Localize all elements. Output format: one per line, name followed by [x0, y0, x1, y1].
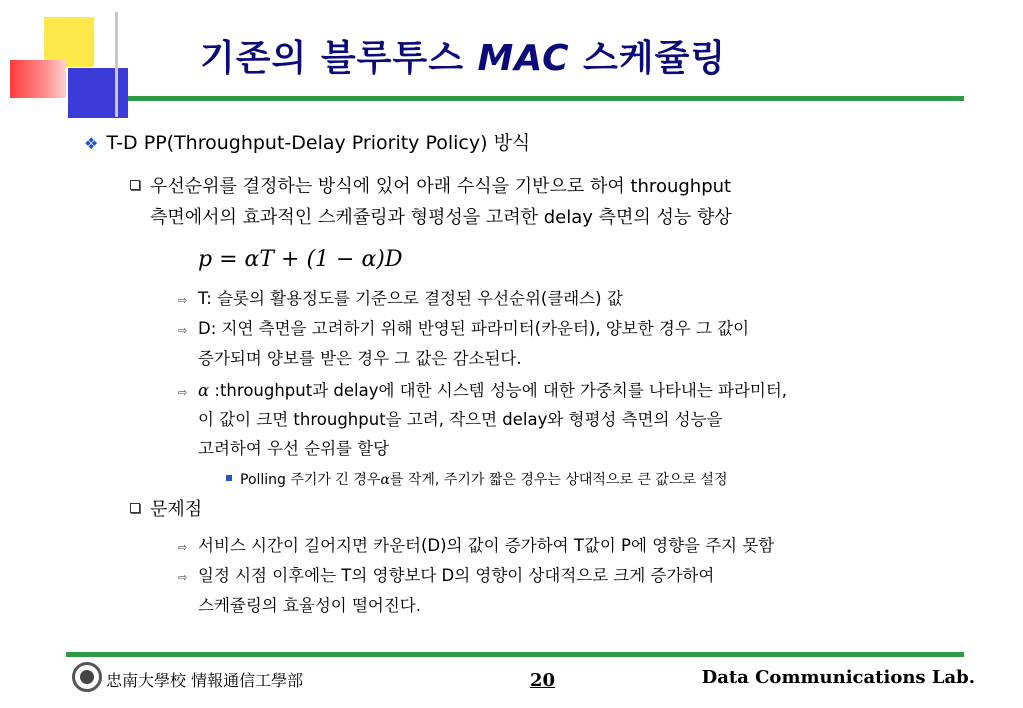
square-bullet-icon	[130, 503, 140, 513]
arrow-bullet-icon: ⇨	[178, 294, 188, 307]
problem-item-1: ⇨ 서비스 시간이 길어지면 카운터(D)의 값이 증가하여 T값이 P에 영향을 주지 못함	[178, 535, 774, 559]
page-number: 20	[530, 670, 556, 691]
priority-formula: p = αT + (1 − α)D	[198, 247, 403, 272]
bullet-problem: 문제점	[130, 499, 202, 521]
item-d: ⇨ D: 지연 측면을 고려하기 위해 반영된 파라미터(카운터), 양보한 경우 그 값이	[178, 318, 749, 342]
bullet-td-pp: ❖ T-D PP(Throughput-Delay Priority Policy) 방식	[84, 132, 531, 154]
decor-blue-square	[68, 68, 128, 118]
slide-title: 기존의 블루투스 MAC 스케쥴링	[200, 38, 727, 79]
square-bullet-icon	[130, 180, 140, 190]
item-alpha: ⇨ α :throughput과 delay에 대한 시스템 성능에 대한 가중치를 나타내는 파라미터,	[178, 380, 787, 404]
alpha-symbol: α	[198, 381, 210, 400]
footer-lab: Data Communications Lab.	[701, 667, 975, 688]
problem-item-2: ⇨ 일정 시점 이후에는 T의 영향보다 D의 영향이 상대적으로 크게 증가하여	[178, 565, 714, 589]
item-alpha-cont1: 이 값이 크면 throughput을 고려, 작으면 delay와 형평성 측면의 성능을	[198, 410, 723, 429]
problem-item-2-cont: 스케쥴링의 효율성이 떨어진다.	[198, 596, 421, 615]
bottom-rule	[66, 652, 964, 657]
bullet-priority-desc: 우선순위를 결정하는 방식에 있어 아래 수식을 기반으로 하여 throughput	[130, 176, 731, 198]
arrow-bullet-icon: ⇨	[178, 571, 188, 584]
small-square-bullet-icon	[226, 475, 232, 481]
item-polling: Polling 주기가 긴 경우α를 작게, 주기가 짧은 경우는 상대적으로 큰 값으로 설정	[226, 469, 728, 491]
item-t: ⇨ T: 슬롯의 활용정도를 기준으로 결정된 우선순위(클래스) 값	[178, 288, 623, 312]
decor-red-square	[10, 60, 66, 98]
item-d-cont: 증가되며 양보를 받은 경우 그 값은 감소된다.	[198, 349, 522, 368]
bullet-priority-desc-cont: 측면에서의 효과적인 스케쥴링과 형평성을 고려한 delay 측면의 성능 향상	[150, 207, 732, 228]
item-alpha-cont2: 고려하여 우선 순위를 할당	[198, 439, 390, 458]
arrow-bullet-icon: ⇨	[178, 541, 188, 554]
decor-vertical-line	[115, 12, 118, 117]
footer-university: 忠南大學校 情報通信工學部	[106, 671, 304, 690]
arrow-bullet-icon: ⇨	[178, 386, 188, 399]
arrow-bullet-icon: ⇨	[178, 324, 188, 337]
diamond-bullet-icon: ❖	[84, 134, 99, 153]
university-logo-icon	[72, 662, 102, 692]
top-rule	[128, 96, 964, 101]
alpha-symbol: α	[380, 472, 390, 488]
